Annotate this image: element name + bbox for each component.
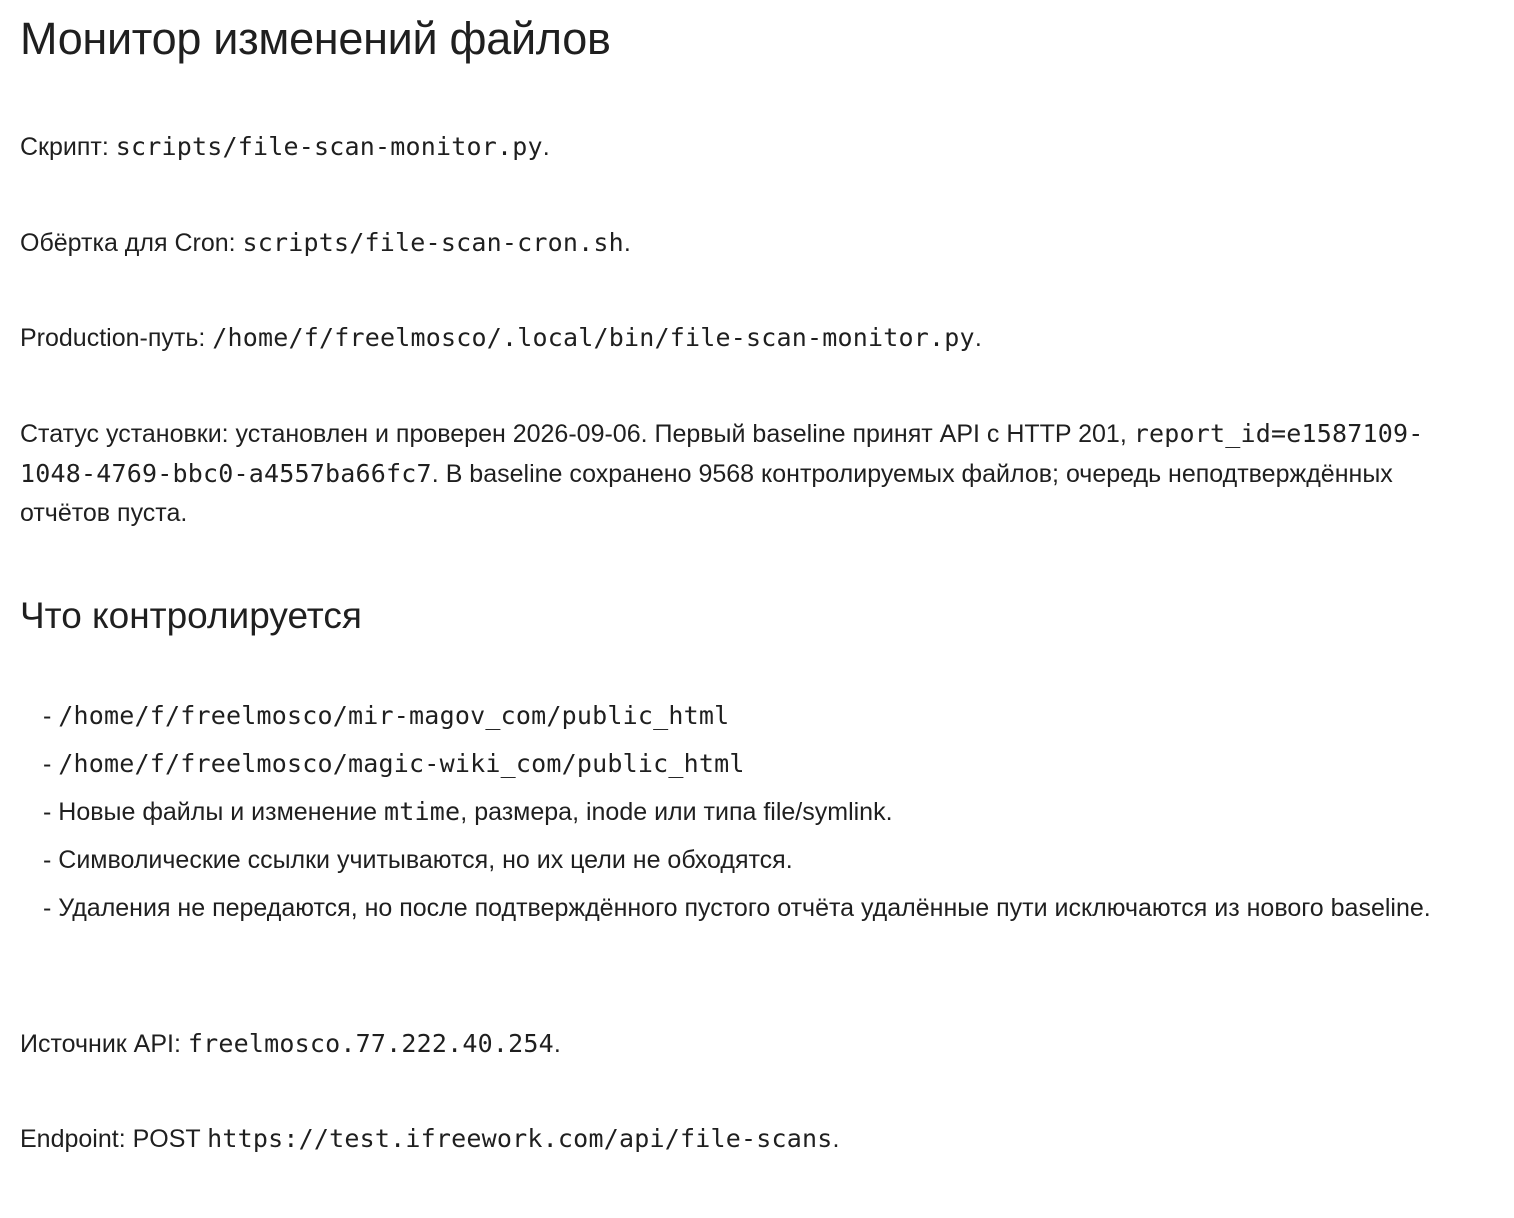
status-text-before: Статус установки: установлен и проверен 2026-09-06. Первый baseline принят API с HTTP 201,	[20, 420, 1134, 448]
production-end: .	[974, 324, 982, 352]
api-source-value: freelmosco.77.222.40.254	[187, 1029, 554, 1058]
list-item	[43, 745, 1483, 783]
list-item-prefix: - Символические ссылки учитываются, но их цели не обходятся.	[43, 846, 793, 874]
list-item-prefix: -	[43, 702, 59, 730]
list-item-prefix: -	[43, 750, 59, 778]
script-end: .	[542, 133, 550, 161]
script-path: scripts/file-scan-monitor.py	[115, 132, 543, 161]
script-label: Скрипт:	[20, 133, 116, 161]
cron-line	[20, 223, 1480, 263]
endpoint-url: https://test.ifreework.com/api/file-scans	[207, 1124, 833, 1153]
list-item-prefix: - Новые файлы и изменение	[43, 798, 385, 826]
endpoint-label: Endpoint:	[20, 1125, 133, 1153]
endpoint-method: POST	[132, 1125, 208, 1153]
list-item-prefix: - Удаления не передаются, но после подтверждённого пустого отчёта удалённые пути исключаются из нового baseline.	[43, 894, 1431, 922]
list-item-code: /home/f/freelmosco/mir-magov_com/public_html	[58, 701, 730, 730]
status-paragraph	[20, 414, 1480, 533]
api-source-end: .	[553, 1030, 561, 1058]
status-text-after: . В baseline сохранено 9568 контролируемых файлов; очередь неподтверждённых отчётов пуста.	[20, 460, 1393, 527]
section-heading-monitored: Что контролируется	[20, 595, 362, 636]
production-label: Production-путь:	[20, 324, 213, 352]
cron-label: Обёртка для Cron:	[20, 229, 243, 257]
production-path: /home/f/freelmosco/.local/bin/file-scan-monitor.py	[212, 323, 975, 352]
production-line	[20, 318, 1480, 358]
api-source-line	[20, 1024, 1480, 1064]
list-item	[43, 793, 1483, 831]
list-item	[43, 889, 1483, 927]
status-report-id: report_id=e1587109-1048-4769-bbc0-a4557ba66fc7	[20, 419, 1424, 488]
endpoint-line	[20, 1119, 1480, 1159]
cron-path: scripts/file-scan-cron.sh	[242, 228, 624, 257]
script-line	[20, 127, 1480, 167]
list-item	[43, 841, 1483, 879]
page-title: Монитор изменений файлов	[20, 13, 611, 64]
endpoint-end: .	[832, 1125, 840, 1153]
list-item-code: /home/f/freelmosco/magic-wiki_com/public_html	[58, 749, 745, 778]
list-item	[43, 697, 1483, 735]
list-item-code: mtime	[384, 797, 461, 826]
monitored-list	[43, 697, 1483, 937]
api-source-label: Источник API:	[20, 1030, 188, 1058]
cron-end: .	[623, 229, 631, 257]
list-item-after: , размера, inode или типа file/symlink.	[460, 798, 893, 826]
